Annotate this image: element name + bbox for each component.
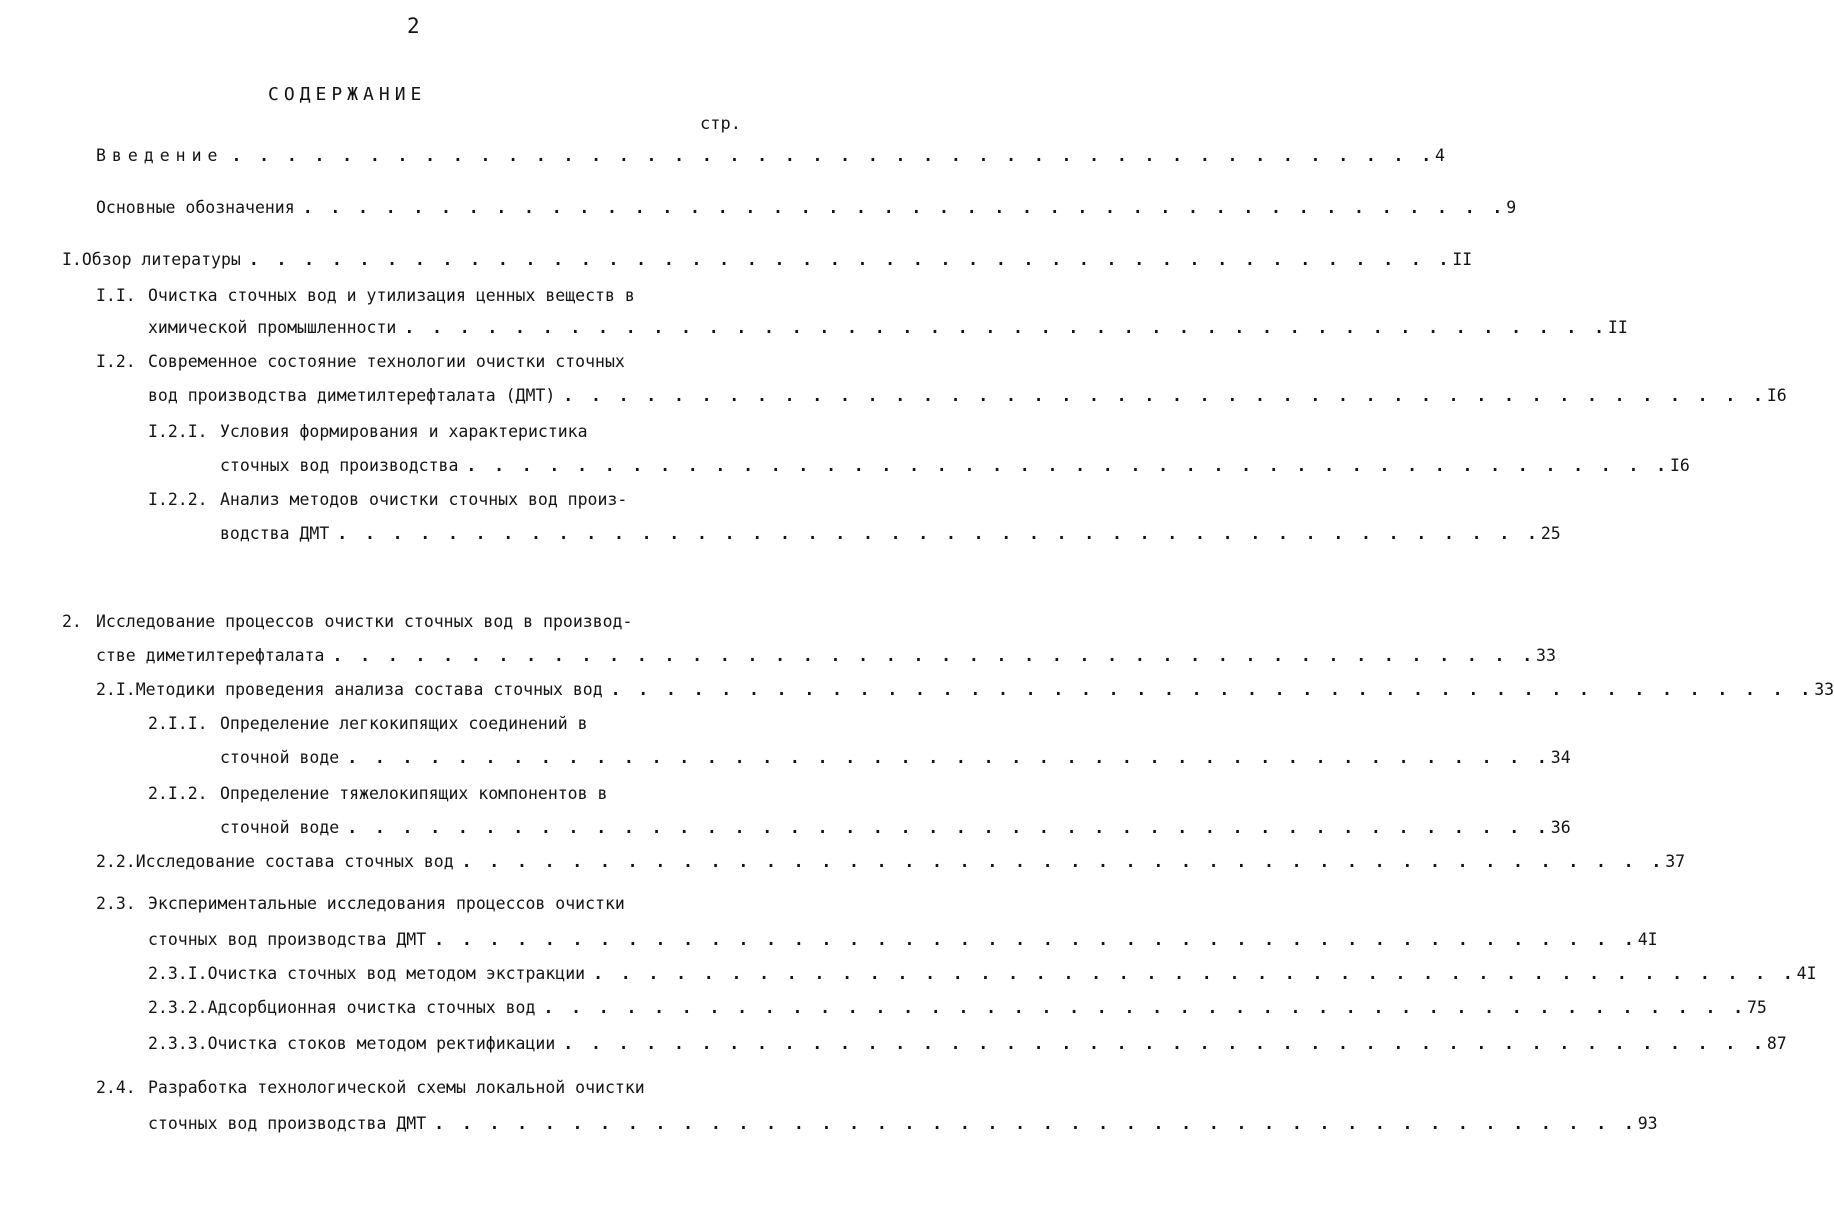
toc-entry [148,784,726,806]
toc-entry [148,964,1817,986]
toc-entry-continuation [96,646,1556,668]
toc-entry-page: 33 [1536,646,1556,665]
toc-entry-text: Адсорбционная очистка сточных вод [207,998,536,1017]
leader-dots: . . . . . . . . . . . . . . . . . . . . . . . . . . . . . . . . . . . . . . . . . . . . [563,386,1767,405]
toc-entry-continuation [220,748,1571,770]
leader-dots: . . . . . . . . . . . . . . . . . . . . . . . . . . . . . . . . . . . . . . . . . . . . [434,930,1638,949]
toc-entry-number: I. [62,250,82,269]
toc-entry-text: сточной воде [220,818,340,837]
leader-dots: . . . . . . . . . . . . . . . . . . . . . . . . . . . . . . . . . . . . . . . . . . . . [543,998,1747,1017]
toc-entry-text: Исследование процессов очистки сточных вод в производ- [96,612,633,631]
toc-entry-page: 25 [1540,524,1561,543]
toc-entry-continuation [220,524,1561,546]
toc-entry [96,352,726,374]
toc-entry-text: стве диметилтерефталата [96,646,325,665]
leader-dots: . . . . . . . . . . . . . . . . . . . . . . . . . . . . . . . . . . . . . . . . . . . . [461,852,1666,871]
toc-entry [96,1078,726,1100]
toc-entry-page: 36 [1550,818,1571,837]
toc-entry [96,680,1834,702]
toc-entry [96,852,1686,874]
toc-entry-page: 75 [1746,998,1767,1017]
toc-entry-text: Определение тяжелокипящих компонентов в [220,784,608,803]
toc-entry-page: 4I [1637,930,1658,949]
toc-entry-page: 4I [1796,964,1817,983]
toc-entry-text: Основные обозначения [96,198,295,217]
toc-entry-page: II [1607,318,1628,337]
toc-entry [148,998,1767,1020]
toc-entry-text: сточных вод производства ДМТ [148,930,427,949]
toc-entry-continuation [148,318,1628,340]
toc-entry-page: 9 [1506,198,1517,217]
leader-dots: . . . . . . . . . . . . . . . . . . . . . . . . . . . . . . . . . . . . . . . . . . . . [248,250,1453,269]
toc-entry-page: I6 [1669,456,1690,475]
leader-dots: . . . . . . . . . . . . . . . . . . . . . . . . . . . . . . . . . . . . . . . . . . . . [610,680,1815,699]
toc-entry-page: 93 [1637,1114,1658,1133]
page-title: СОДЕРЖАНИЕ [268,84,427,105]
toc-entry-page: 34 [1550,748,1571,767]
toc-entry-continuation [220,818,1571,840]
leader-dots: . . . . . . . . . . . . . . . . . . . . . . . . . . . . . . . . . . . . . . . . . . . . [347,748,1551,767]
toc-entry-text: Очистка сточных вод методом экстракции [207,964,586,983]
toc-entry-text: сточных вод производства [220,456,459,475]
toc-entry [62,612,726,634]
toc-entry-continuation [148,386,1787,408]
toc-entry-text: Исследование состава сточных вод [135,852,454,871]
toc-entry-number: 2.3.I. [148,964,208,983]
toc-entry-number: I.2. [96,352,136,371]
toc-entry-page: II [1452,250,1473,269]
toc-entry-page: 87 [1766,1034,1787,1053]
toc-entry-number: 2.I. [96,680,136,699]
toc-entry-text: вод производства диметилтерефталата (ДМТ) [148,386,556,405]
toc-entry [96,198,1517,220]
toc-entry [96,146,1445,168]
toc-entry-text: водства ДМТ [220,524,330,543]
toc-entry-number: 2.I.I. [148,714,208,733]
toc-entry-number: I.2.I. [148,422,208,441]
toc-entry-number: 2.2. [96,852,136,871]
toc-entry-text: Очистка сточных вод и утилизация ценных веществ в [148,286,635,305]
toc-entry [62,250,1473,272]
toc-entry-text: Современное состояние технологии очистки сточных [148,352,625,371]
toc-entry-page: 4 [1435,146,1445,165]
toc-entry-continuation [148,930,1658,952]
toc-entry [96,286,726,308]
leader-dots: . . . . . . . . . . . . . . . . . . . . . . . . . . . . . . . . . . . . . . . . . . . . [563,1034,1767,1053]
toc-entry-text: Очистка стоков методом ректификации [207,1034,556,1053]
toc-entry-text: Введение [96,146,224,165]
toc-entry-text: Экспериментальные исследования процессов очистки [148,894,625,913]
toc-entry-number: 2.3.3. [148,1034,208,1053]
toc-entry-text: Определение легкокипящих соединений в [220,714,588,733]
leader-dots: . . . . . . . . . . . . . . . . . . . . . . . . . . . . . . . . . . . . . . . . . . . . [332,646,1537,665]
toc-entry [148,1034,1787,1056]
toc-entry-text: Анализ методов очистки сточных вод произ- [220,490,628,509]
leader-dots: . . . . . . . . . . . . . . . . . . . . . . . . . . . . . . . . . . . . . . . . . . . . [593,964,1797,983]
toc-entry-number: 2.3.2. [148,998,208,1017]
page-number: 2 [407,14,420,38]
toc-entry [96,894,726,916]
leader-dots: . . . . . . . . . . . . . . . . . . . . . . . . . . . . . . . . . . . . . . . . . . . . [302,198,1507,217]
toc-entry-text: Методики проведения анализа состава сточных вод [135,680,603,699]
leader-dots: . . . . . . . . . . . . . . . . . . . . . . . . . . . . . . . . . . . . . . . . . . . . [434,1114,1638,1133]
toc-entry [148,422,726,444]
toc-entry [148,714,726,736]
toc-entry-text: сточной воде [220,748,340,767]
leader-dots: . . . . . . . . . . . . . . . . . . . . . . . . . . . . . . . . . . . . . . . . . . . . [231,146,1436,165]
toc-entry-text: Условия формирования и характеристика [220,422,588,441]
toc-entry-number: 2. [62,612,82,631]
toc-entry-text: химической промышленности [148,318,397,337]
toc-entry-number: I.I. [96,286,136,305]
toc-entry [148,490,726,512]
toc-entry-page: I6 [1766,386,1787,405]
toc-entry-number: 2.I.2. [148,784,208,803]
leader-dots: . . . . . . . . . . . . . . . . . . . . . . . . . . . . . . . . . . . . . . . . . . . . [466,456,1670,475]
page-column-label: стр. [700,114,741,134]
toc-entry-text: Обзор литературы [81,250,241,269]
leader-dots: . . . . . . . . . . . . . . . . . . . . . . . . . . . . . . . . . . . . . . . . . . . . [337,524,1541,543]
leader-dots: . . . . . . . . . . . . . . . . . . . . . . . . . . . . . . . . . . . . . . . . . . . . [404,318,1608,337]
toc-entry-number: 2.3. [96,894,136,913]
toc-entry-text: Разработка технологической схемы локальной очистки [148,1078,645,1097]
toc-entry-page: 37 [1665,852,1686,871]
leader-dots: . . . . . . . . . . . . . . . . . . . . . . . . . . . . . . . . . . . . . . . . . . . . [347,818,1551,837]
toc-entry-continuation [220,456,1690,478]
toc-entry-continuation [148,1114,1658,1136]
toc-entry-page: 33 [1814,680,1834,699]
toc-entry-text: сточных вод производства ДМТ [148,1114,427,1133]
toc-entry-number: 2.4. [96,1078,136,1097]
toc-entry-number: I.2.2. [148,490,208,509]
